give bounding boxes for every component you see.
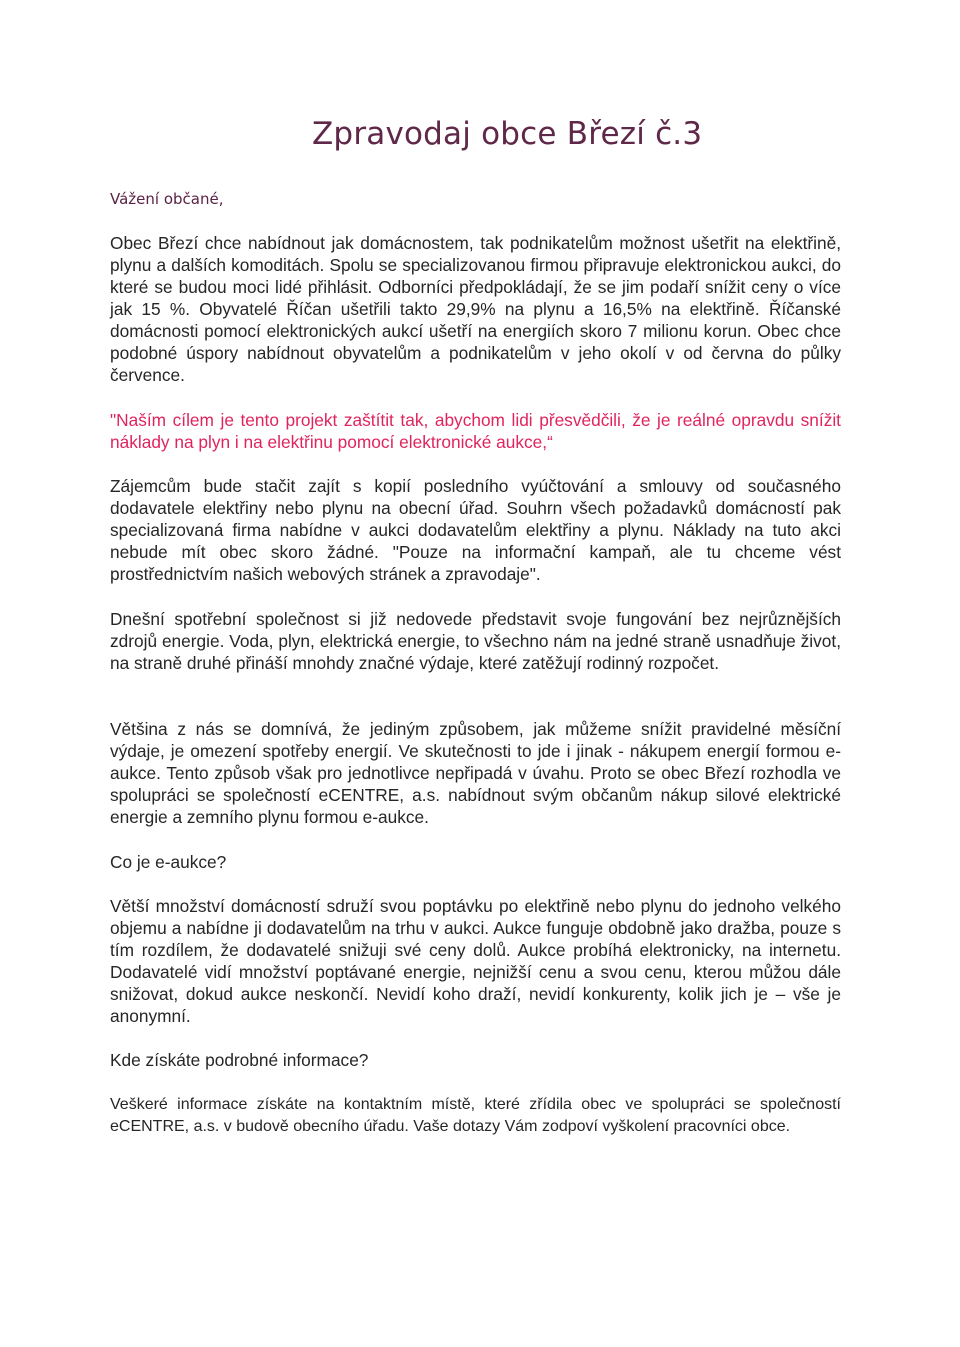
- paragraph-how-to-join: Zájemcům bude stačit zajít s kopií posledního vyúčtování a smlouvy od současného dodavatele elektřiny nebo plynu na obecní úřad. Souhrn všech požadavků domácností pak specializovaná firma nabídne v aukci dodavatelům elektřiny a plynu. Náklady na tuto akci nebude mít obec skoro žádné. "Pouze na informační kampaň, ale tu chceme vést prostřednictvím našich webových stránek a zpravodaje".: [110, 476, 841, 584]
- salutation: Vážení občané,: [110, 190, 224, 208]
- paragraph-e-auction-offer: Většina z nás se domnívá, že jediným způsobem, jak můžeme snížit pravidelné měsíční výdaje, je omezení spotřeby energií. Ve skutečnosti to jde i jinak - nákupem energií formou e-aukce. Tento způsob však pro jednotlivce nepřipadá v úvahu. Proto se obec Březí rozhodla ve spolupráci se společností eCENTRE, a.s. nabídnout svým občanům nákup silové elektrické energie a zemního plynu formou e-aukce.: [110, 719, 841, 827]
- page-title: Zpravodaj obce Březí č.3: [312, 116, 703, 152]
- paragraph-e-auction-explained: Větší množství domácností sdruží svou poptávku po elektřině nebo plynu do jednoho velkého objemu a nabídne ji dodavatelům na trhu v aukci. Aukce funguje obdobně jako dražba, pouze s tím rozdílem, že dodavatelé snižuji své ceny dolů. Aukce probíhá elektronicky, na internetu. Dodavatelé vidí množství poptávané energie, nejnižší cenu a svou cenu, kterou můžou dále snižovat, dokud aukce neskončí. Nevidí koho draží, nevidí konkurenty, kolik jich je – vše je anonymní.: [110, 896, 841, 1026]
- paragraph-contact-info: Veškeré informace získáte na kontaktním místě, které zřídila obec ve spolupráci se společností eCENTRE, a.s. v budově obecního úřadu. Vaše dotazy Vám zodpoví vyškolení pracovníci obce.: [110, 1096, 841, 1135]
- section-heading-more-info: Kde získáte podrobné informace?: [110, 1050, 369, 1070]
- section-heading-what-is-e-auction: Co je e-aukce?: [110, 852, 227, 872]
- paragraph-energy-society: Dnešní spotřební společnost si již nedovede představit svoje fungování bez nejrůznějších zdrojů energie. Voda, plyn, elektrická energie, to všechno nám na jedné straně usnadňuje život, na straně druhé přináší mnohdy značné výdaje, které zatěžují rodinný rozpočet.: [110, 609, 841, 673]
- paragraph-intro: Obec Březí chce nabídnout jak domácnostem, tak podnikatelům možnost ušetřit na elektřině, plynu a dalších komoditách. Spolu se specializovanou firmou připravuje elektronickou aukci, do které se budou moci lidé přihlásit. Odborníci předpokládají, že se jim podaří snížit ceny o více jak 15 %. Obyvatelé Říčan ušetřili takto 29,9% na plynu a 16,5% na elektřině. Říčanské domácnosti pomocí elektronických aukcí ušetří na energiích skoro 7 milionu korun. Obec chce podobné úspory nabídnout obyvatelům a podnikatelům v jeho okolí v od června do půlky července.: [110, 233, 841, 385]
- paragraph-quote: "Naším cílem je tento projekt zaštítit tak, abychom lidi přesvědčili, že je reálné opravdu snížit náklady na plyn i na elektřinu pomocí elektronické aukce,“: [110, 410, 841, 452]
